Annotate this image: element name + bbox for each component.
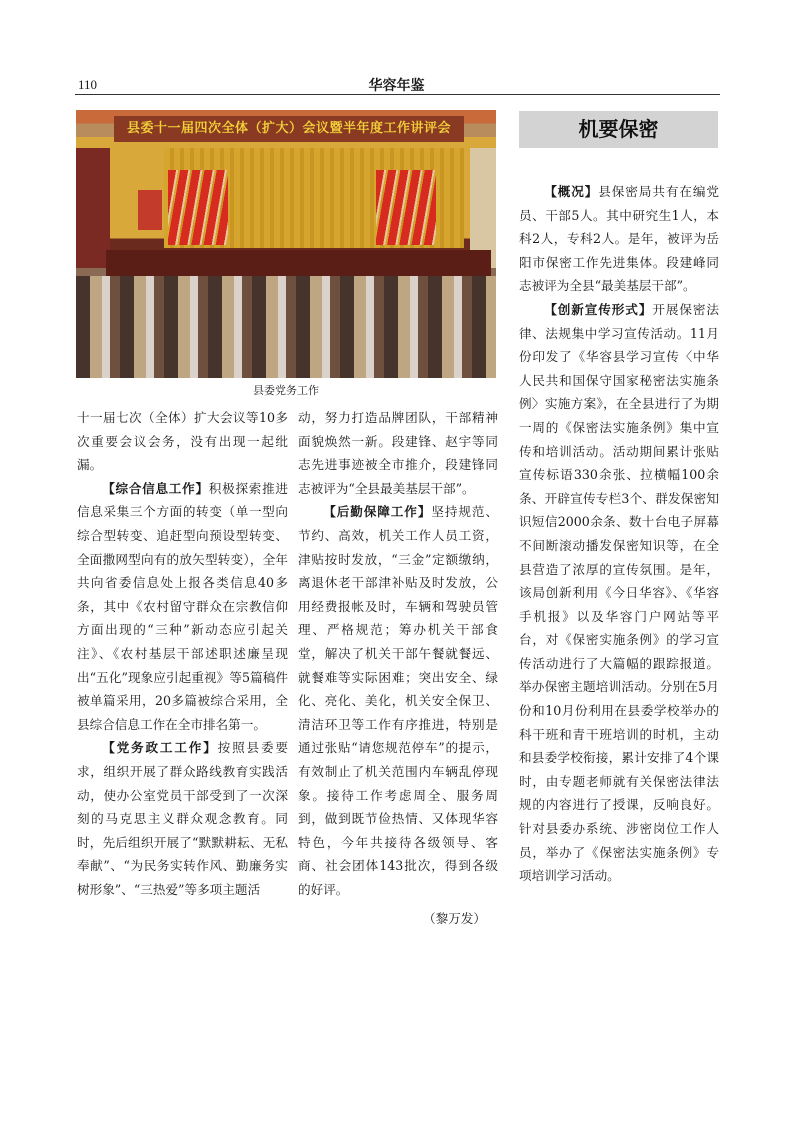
paragraph-overview — [519, 180, 719, 298]
paragraph-body: 积极探索推进信息采集三个方面的转变（单一型向综合型转变、追赶型向预设型转变、全面撒网型向有的放矢型转变），全年共向省委信息处上报各类信息40多条，其中《农村留守群众在宗教信仰方面出现的“三种”新动态应引起关注》、《农村基层干部述职述廉呈现出“五化”现象应引起重视》等5篇稿件被单篇采用，20多篇被综合采用，全县综合信息工作在全市排名第一。 — [77, 480, 289, 732]
section-heading: 【综合信息工作】 — [102, 480, 209, 496]
paragraph-body: 按照县委要求，组织开展了群众路线教育实践活动，使办公室党员干部受到了一次深刻的马克思主义群众观念教育。同时，先后组织开展了“默默耕耘、无私奉献”、“为民务实转作风、勤廉务实树形象”、“三热爱”等多项主题活 — [77, 740, 289, 897]
photo-audience — [76, 276, 496, 378]
section-heading: 【党务政工工作】 — [102, 740, 218, 756]
photo-flags-right — [376, 170, 436, 245]
paragraph-logistics — [298, 500, 498, 901]
photo-dais — [106, 250, 491, 276]
paragraph-info-work — [77, 477, 288, 737]
running-title: 华容年鉴 — [368, 78, 425, 94]
paragraph: 十一届七次（全体）扩大会议等10多次重要会议会务，没有出现一起纰漏。 — [77, 410, 288, 473]
paragraph-party-work — [77, 736, 288, 901]
column-2 — [298, 406, 498, 931]
photo-banner: 县委十一届四次全体（扩大）会议暨半年度工作讲评会 — [114, 116, 464, 142]
section-title-box: 机要保密 — [519, 111, 718, 148]
section-heading: 【概况】 — [544, 184, 599, 199]
header-rule — [75, 94, 720, 95]
section-heading: 【后勤保障工作】 — [323, 504, 432, 520]
column-3 — [519, 180, 719, 888]
paragraph-publicity — [519, 298, 719, 888]
section-heading: 【创新宣传形式】 — [544, 301, 653, 317]
author-signature: （黎万发） — [423, 911, 486, 927]
photo-wall-left — [76, 148, 110, 268]
paragraph: 动，努力打造品牌团队，干部精神面貌焕然一新。段建锋、赵宇等同志先进事迹被全市推介，段建锋同志被评为“全县最美基层干部”。 — [298, 410, 498, 496]
column-1 — [77, 406, 288, 901]
photo-flags-left — [168, 170, 228, 245]
photo-caption: 县委党务工作 — [253, 384, 319, 397]
page-number: 110 — [78, 77, 98, 92]
paragraph-body: 县保密局共有在编党员、干部5人。其中研究生1人，本科2人，专科2人。是年，被评为岳阳市保密工作先进集体。段建峰同志被评为全县“最美基层干部”。 — [519, 184, 720, 294]
meeting-photo — [76, 110, 496, 378]
paragraph-body: 坚持规范、节约、高效，机关工作人员工资，津贴按时发放，“三金”定额缴纳，离退休老干部津补贴及时发放，公用经费报帐及时，车辆和驾驶员管理、严格规范；筹办机关干部食堂，解决了机关干部午餐就餐远、就餐难等实际困难；突出安全、绿化、亮化、美化，机关安全保卫、清洁环卫等工作有序推进，特别是通过张贴“请您规范停车”的提示，有效制止了机关范围内车辆乱停现象。接待工作考虑周全、服务周到，做到既节俭热情、又体现华容特色，今年共接待各级领导、客商、社会团体143批次，得到各级的好评。 — [298, 504, 499, 897]
photo-red-sign — [138, 190, 162, 230]
paragraph-body: 开展保密法律、法规集中学习宣传活动。11月份印发了《华容县学习宣传〈中华人民共和国保守国家秘密法实施条例〉实施方案》，在全县进行了为期一周的《保密法实施条例》集中宣传和培训活动。活动期间累计张贴宣传标语330余张、拉横幅100余条、开辟宣传专栏3个、群发保密知识短信2000余条、数十台电子屏幕不间断滚动播发保密知识等，在全县营造了浓厚的宣传氛围。是年，该局创新利用《今日华容》、《华容手机报》以及华容门户网站等平台，对《保密实施条例》的学习宣传活动进行了大篇幅的跟踪报道。举办保密主题培训活动。分别在5月份和10月份利用在县委学校举办的科干班和青干班培训的时机，主动和县委学校衔接，累计安排了4个课时，由专题老师就有关保密法律法规的内容进行了授课，反响良好。针对县委办系统、涉密岗位工作人员，举办了《保密法实施条例》专项培训学习活动。 — [519, 301, 720, 884]
